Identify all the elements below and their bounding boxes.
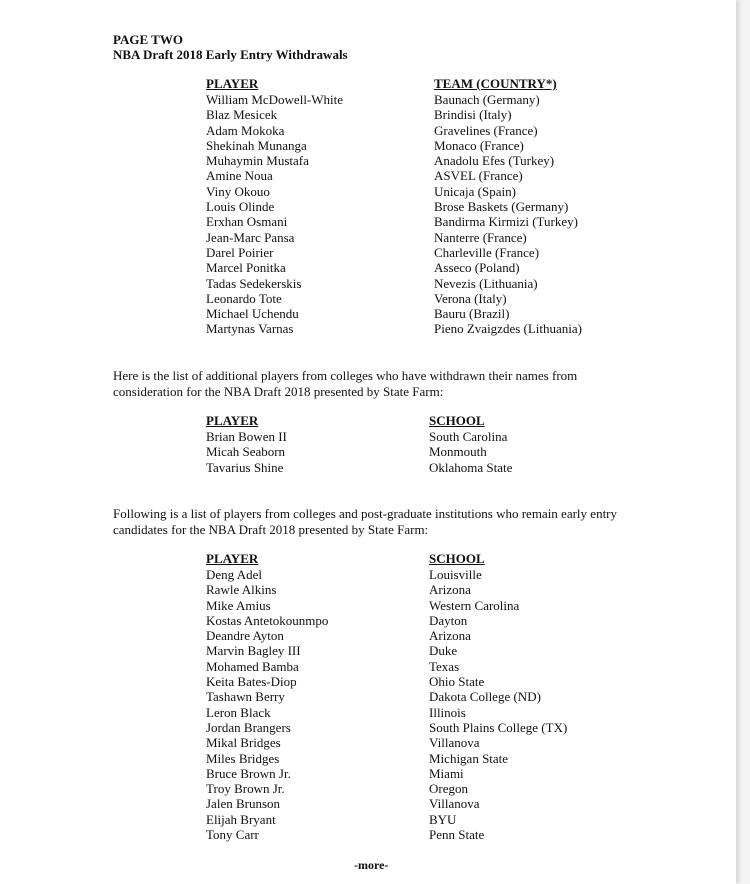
player-name: Blaz Mesicek <box>206 107 278 123</box>
school-name: Texas <box>429 658 460 674</box>
team-country: Brindisi (Italy) <box>434 107 512 123</box>
player-name: Miles Bridges <box>206 750 280 766</box>
team-country: Asseco (Poland) <box>434 260 520 276</box>
player-name: Deng Adel <box>206 567 262 582</box>
player-name: Troy Brown Jr. <box>206 781 285 797</box>
paragraph-college-withdrawals: Here is the list of additional players from colleges who have withdrawn their names from consideration for the NBA Draft 2018 presented by State Farm: <box>113 368 578 399</box>
s2-school-header: SCHOOL <box>429 413 485 428</box>
s3-player-header: PLAYER <box>206 551 259 566</box>
school-name: Michigan State <box>429 750 509 766</box>
school-name: Duke <box>429 643 458 659</box>
player-name: Rawle Alkins <box>206 582 277 598</box>
team-country: Nanterre (France) <box>434 229 527 245</box>
player-name: Muhaymin Mustafa <box>206 153 309 169</box>
s1-team-header: TEAM (COUNTRY*) <box>434 76 557 91</box>
school-name: Oklahoma State <box>429 459 513 475</box>
player-name: Tadas Sedekerskis <box>206 275 302 291</box>
paragraph-remaining-candidates: Following is a list of players from colleges and post-graduate institutions who remain early entry candidates for the NBA Draft 2018 presented by State Farm: <box>113 506 618 537</box>
school-name: Villanova <box>429 796 480 812</box>
team-country: Gravelines (France) <box>434 122 538 138</box>
player-name: William McDowell-White <box>206 92 344 107</box>
player-name: Bruce Brown Jr. <box>206 765 291 781</box>
team-country: Unicaja (Spain) <box>434 183 516 199</box>
player-name: Elijah Bryant <box>206 811 276 827</box>
page-label: PAGE TWO <box>113 32 183 47</box>
school-name: Arizona <box>429 582 471 598</box>
s2-player-list <box>206 429 287 475</box>
school-name: Illinois <box>429 704 466 720</box>
school-name: BYU <box>429 811 457 827</box>
team-country: Anadolu Efes (Turkey) <box>434 153 555 169</box>
team-country: ASVEL (France) <box>434 168 523 184</box>
school-name: Penn State <box>429 827 485 843</box>
team-country: Bandirma Kirmizi (Turkey) <box>434 214 578 230</box>
team-country: Baunach (Germany) <box>434 92 540 107</box>
s2-player-header: PLAYER <box>206 413 259 428</box>
school-name: Miami <box>429 765 464 781</box>
player-name: Adam Mokoka <box>206 122 285 138</box>
page-title: NBA Draft 2018 Early Entry Withdrawals <box>113 47 348 62</box>
player-name: Leonardo Tote <box>206 290 282 306</box>
player-name: Mohamed Bamba <box>206 658 299 674</box>
school-name: Dayton <box>429 612 468 628</box>
player-name: Amine Noua <box>206 168 273 184</box>
s3-school-list <box>429 567 567 842</box>
player-name: Mike Amius <box>206 597 271 613</box>
player-name: Martynas Varnas <box>206 321 294 337</box>
school-name: Western Carolina <box>429 597 520 613</box>
player-name: Viny Okouo <box>206 183 270 199</box>
school-name: Louisville <box>429 567 482 582</box>
school-name: Monmouth <box>429 444 487 460</box>
player-name: Mikal Bridges <box>206 735 281 751</box>
player-name: Marcel Ponitka <box>206 260 286 276</box>
player-name: Jalen Brunson <box>206 796 281 812</box>
player-name: Keita Bates-Diop <box>206 674 297 690</box>
player-name: Jordan Brangers <box>206 719 291 735</box>
team-country: Monaco (France) <box>434 137 524 153</box>
player-name: Louis Olinde <box>206 199 275 215</box>
s1-player-list <box>206 92 343 337</box>
player-name: Tashawn Berry <box>206 689 285 705</box>
school-name: Dakota College (ND) <box>429 689 541 705</box>
player-name: Jean-Marc Pansa <box>206 229 295 245</box>
s1-team-list <box>434 92 582 337</box>
player-name: Micah Seaborn <box>206 444 286 460</box>
more-indicator: -more- <box>354 858 389 872</box>
player-name: Darel Poirier <box>206 244 274 260</box>
team-country: Pieno Zvaigzdes (Lithuania) <box>434 321 583 337</box>
team-country: Brose Baskets (Germany) <box>434 199 569 215</box>
school-name: Oregon <box>429 781 468 797</box>
player-name: Brian Bowen II <box>206 429 287 444</box>
school-name: Ohio State <box>429 674 485 690</box>
player-name: Tavarius Shine <box>206 459 284 475</box>
player-name: Erxhan Osmani <box>206 214 288 230</box>
school-name: South Plains College (TX) <box>429 719 568 735</box>
team-country: Verona (Italy) <box>434 290 507 306</box>
player-name: Leron Black <box>206 704 271 720</box>
s1-player-header: PLAYER <box>206 76 259 91</box>
s2-school-list <box>429 429 512 475</box>
player-name: Marvin Bagley III <box>206 643 301 659</box>
player-name: Deandre Ayton <box>206 628 284 644</box>
player-name: Kostas Antetokounmpo <box>206 612 329 628</box>
school-name: Arizona <box>429 628 471 644</box>
s3-player-list <box>206 567 328 842</box>
school-name: South Carolina <box>429 429 508 444</box>
player-name: Tony Carr <box>206 827 259 843</box>
team-country: Charleville (France) <box>434 244 540 260</box>
s3-school-header: SCHOOL <box>429 551 485 566</box>
team-country: Bauru (Brazil) <box>434 306 510 322</box>
team-country: Nevezis (Lithuania) <box>434 275 538 291</box>
school-name: Villanova <box>429 735 480 751</box>
player-name: Michael Uchendu <box>206 306 299 322</box>
player-name: Shekinah Munanga <box>206 137 307 153</box>
